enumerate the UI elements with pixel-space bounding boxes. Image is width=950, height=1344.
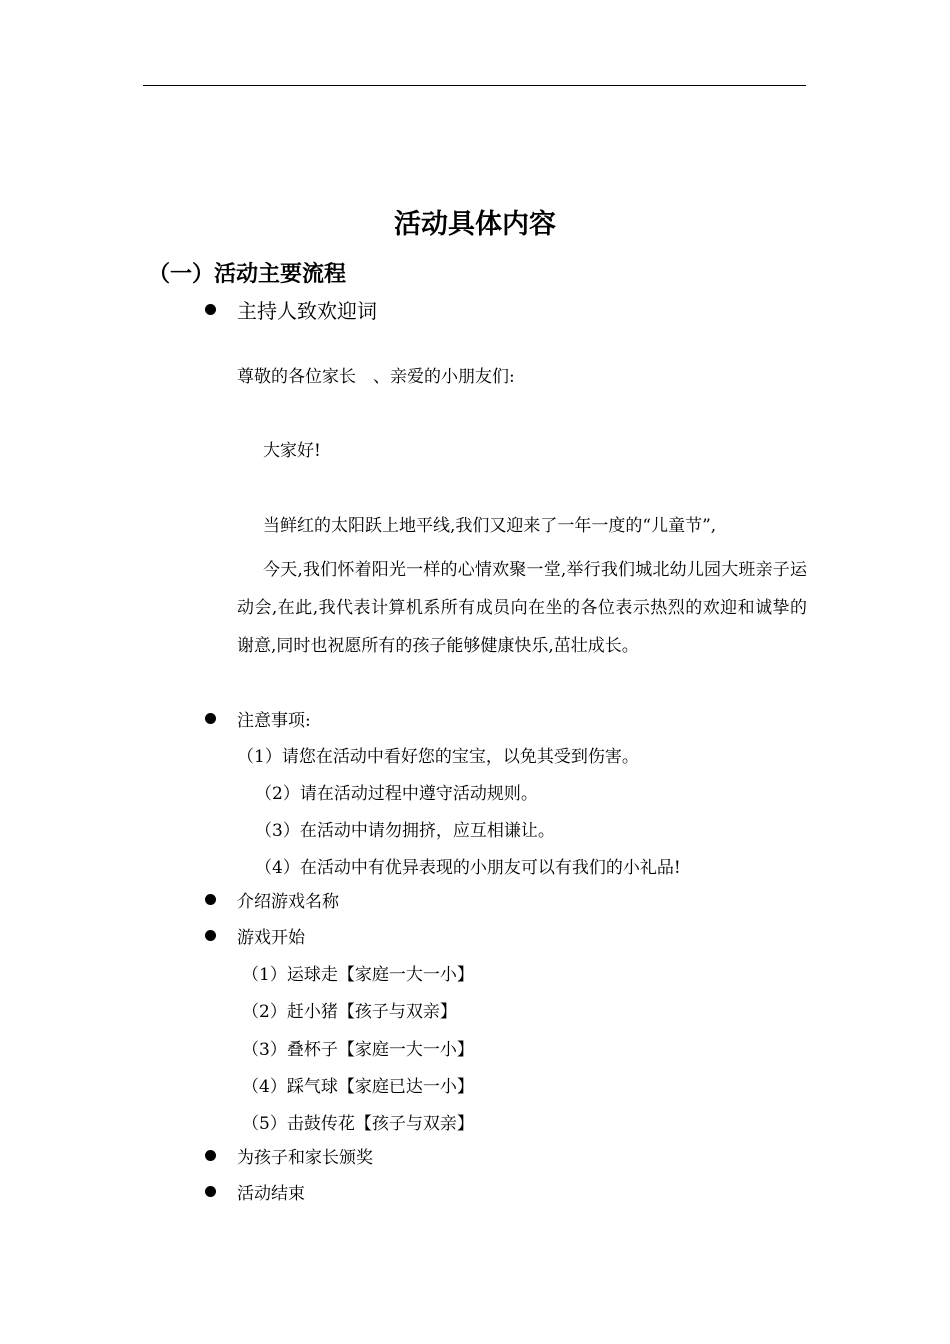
header-rule bbox=[143, 85, 806, 86]
list-item-game-names: 介绍游戏名称 bbox=[237, 892, 339, 912]
bullet-icon bbox=[205, 1186, 216, 1197]
welcome-paragraph: 今天,我们怀着阳光一样的心情欢聚一堂,举行我们城北幼儿园大班亲子运动会,在此,我代表计算机系所有成员向在坐的各位表示热烈的欢迎和诚挚的谢意,同时也祝愿所有的孩子能够健康快乐,茁壮成长。 bbox=[237, 560, 807, 656]
note-item: （3）在活动中请勿拥挤，应互相谦让。 bbox=[255, 821, 555, 841]
bullet-icon bbox=[205, 930, 216, 941]
game-item: （2）赶小猪【孩子与双亲】 bbox=[242, 1002, 457, 1022]
bullet-icon bbox=[205, 1150, 216, 1161]
section-heading: （一）活动主要流程 bbox=[148, 261, 347, 287]
bullet-icon bbox=[205, 894, 216, 905]
list-item-awards: 为孩子和家长颁奖 bbox=[237, 1148, 373, 1168]
game-item: （1）运球走【家庭一大一小】 bbox=[242, 965, 474, 985]
intro-line: 当鲜红的太阳跃上地平线,我们又迎来了一年一度的“儿童节”, bbox=[263, 516, 717, 536]
list-item-welcome: 主持人致欢迎词 bbox=[237, 299, 377, 323]
note-item: （4）在活动中有优异表现的小朋友可以有我们的小礼品! bbox=[255, 858, 681, 878]
hello-line: 大家好! bbox=[263, 441, 321, 461]
list-item-game-start: 游戏开始 bbox=[237, 928, 305, 948]
game-item: （5）击鼓传花【孩子与双亲】 bbox=[242, 1114, 474, 1134]
game-item: （4）踩气球【家庭已达一小】 bbox=[242, 1077, 474, 1097]
note-item: （2）请在活动过程中遵守活动规则。 bbox=[255, 784, 538, 804]
greeting-line: 尊敬的各位家长 、亲爱的小朋友们: bbox=[237, 367, 515, 387]
page-title: 活动具体内容 bbox=[394, 209, 556, 240]
game-item: （3）叠杯子【家庭一大一小】 bbox=[242, 1040, 474, 1060]
list-item-end: 活动结束 bbox=[237, 1184, 305, 1204]
bullet-icon bbox=[205, 304, 216, 315]
list-item-notes: 注意事项: bbox=[237, 711, 311, 731]
bullet-icon bbox=[205, 713, 216, 724]
note-item: （1）请您在活动中看好您的宝宝，以免其受到伤害。 bbox=[237, 747, 639, 767]
